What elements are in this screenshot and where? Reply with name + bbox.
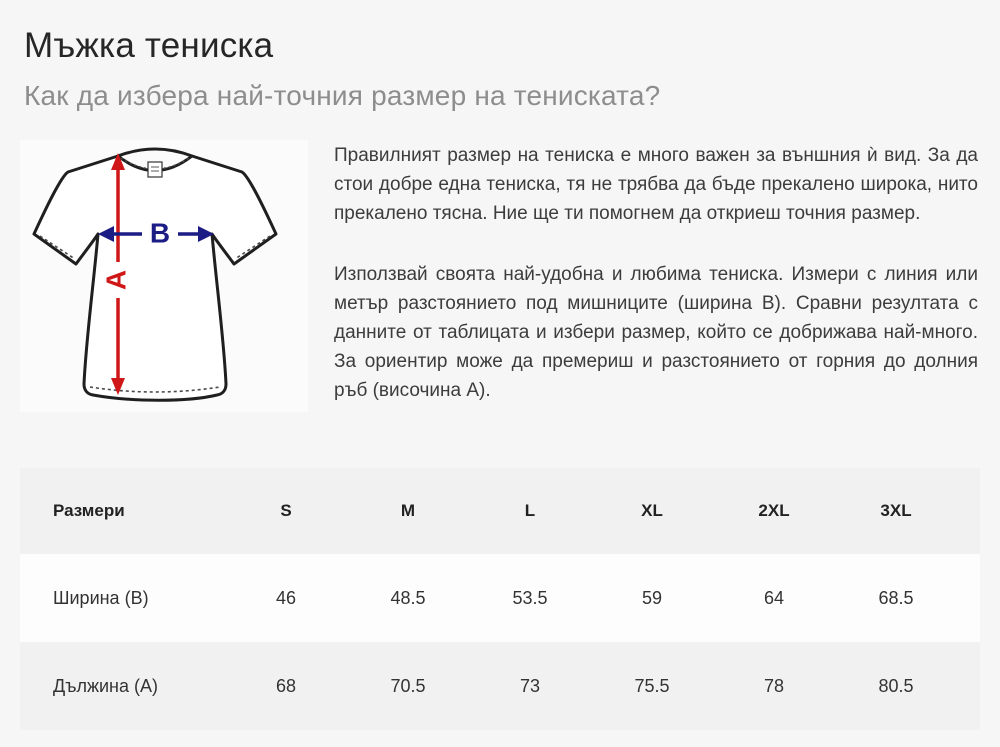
table-cell: 64 [763,587,785,608]
table-cell: 75.5 [634,675,670,696]
table-cell: 78 [763,675,785,696]
size-table-header-row [20,468,980,554]
table-cell: 48.5 [390,587,426,608]
size-table-header-sizes: Размери [53,501,125,520]
size-table [20,468,980,730]
tshirt-measurement-diagram [20,140,308,412]
tshirt-outline [34,156,276,400]
table-cell: 73 [519,675,541,696]
intro-paragraph-2: Използвай своята най-удобна и любима тениска. Измери с линия или метър разстоянието под мишниците (ширина B). Сравни резултата с данните от таблицата и избери размер, който се добрижава най-много. За ориентир може да премериш и разстоянието от горния до долния ръб (височина A). [334,264,978,401]
table-cell: 80.5 [878,675,914,696]
arrow-a-label: A [100,269,132,291]
table-row-length [20,642,980,730]
collar-tag [148,162,162,177]
size-table-header-s: S [280,501,292,520]
table-cell: 59 [641,587,663,608]
row-label: Дължина (A) [53,675,158,696]
table-cell: 46 [275,587,297,608]
size-table-header-m: M [400,501,416,520]
table-row-width [20,554,980,642]
size-table-header-l: L [524,501,536,520]
intro-text [334,141,978,405]
table-cell: 68.5 [878,587,914,608]
intro-paragraph-1: Правилният размер на тениска е много важен за външния ѝ вид. За да стои добре една тениска, тя не трябва да бъде прекалено широка, нито прекалено тясна. Ние ще ти помогнем да откриеш точния размер. [334,145,978,224]
size-table-header-3xl: 3XL [880,501,912,520]
row-label: Ширина (B) [53,587,149,608]
table-cell: 68 [275,675,297,696]
size-table-header-xl: XL [641,501,663,520]
table-cell: 70.5 [390,675,426,696]
table-cell: 53.5 [512,587,548,608]
collar-top-arc [118,149,192,156]
page-subtitle: Как да избера най-точния размер на тениската? [24,80,661,111]
size-table-header-2xl: 2XL [758,501,790,520]
page-title: Мъжка тениска [24,26,274,65]
arrow-b-label: B [149,217,171,249]
tshirt-illustration-svg [20,140,308,412]
